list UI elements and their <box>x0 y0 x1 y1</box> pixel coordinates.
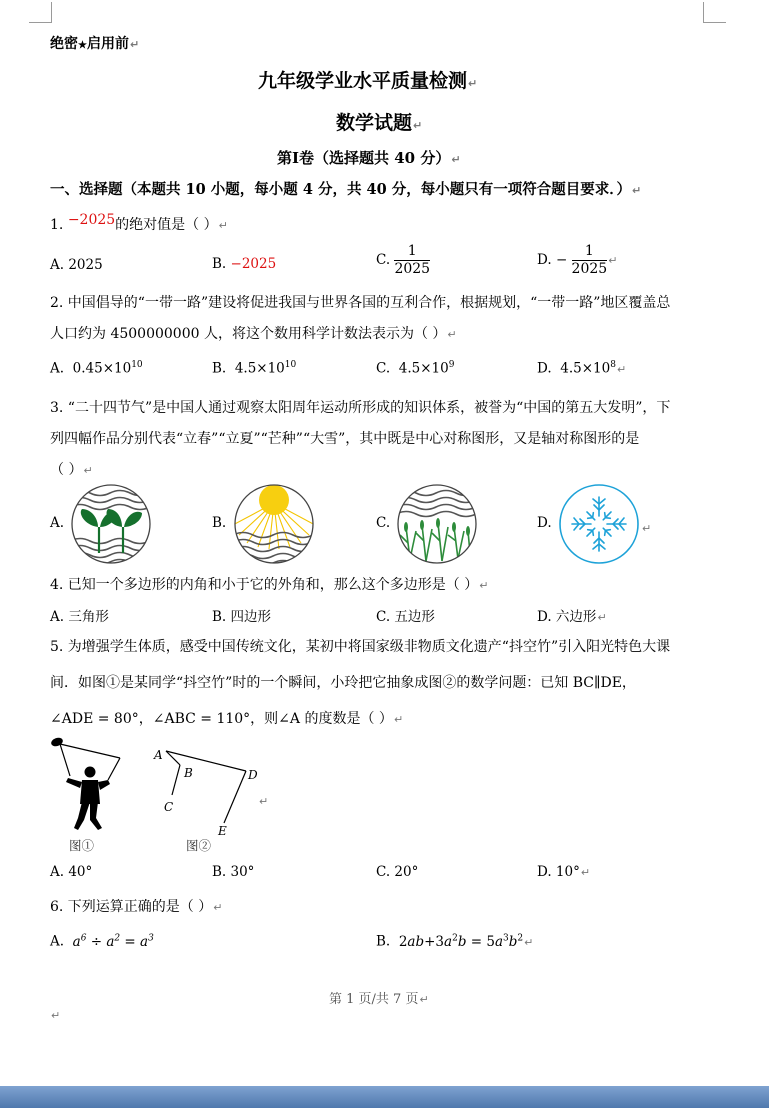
q6-option-a: A. $a^6 \div a^2 = a^3$ <box>50 933 154 950</box>
q4-option-d: D. 六边形↵ <box>537 609 607 625</box>
q1-fraction-d: $\frac{1}{2025}$ <box>571 243 608 277</box>
diabolo-player-figure <box>46 734 128 834</box>
q3-option-b-label: B. <box>212 515 227 531</box>
question-3-line-2: 列四幅作品分别代表“立春”“立夏”“芒种”“大雪”，其中既是中心对称图形，又是轴对称图形的是 <box>50 431 640 447</box>
page-footer: 第 1 页/共 7 页↵ <box>329 992 429 1007</box>
q3-option-a-label: A. <box>50 515 65 531</box>
page-title: 九年级学业水平质量检测↵ <box>258 70 478 92</box>
figure-2-caption: 图② <box>186 838 212 853</box>
volume-heading: 第Ⅰ卷（选择题共 40 分）↵ <box>277 149 461 167</box>
geometry-figure <box>150 743 270 838</box>
star-icon: ★ <box>78 40 87 51</box>
q5-option-a: A. 40° <box>50 864 93 880</box>
fig2-mark: ↵ <box>259 795 269 808</box>
q6-expression-b: $2ab+3a^2b = 5a^3b^2$ <box>398 933 524 950</box>
question-6-stem: 6. 下列运算正确的是（ ）↵ <box>50 899 223 915</box>
question-3-line-1: 3. “二十四节气”是中国人通过观察太阳周年运动所形成的知识体系，被誉为“中国的第五大发明”，下 <box>50 400 671 416</box>
crop-mark-top-right <box>703 2 726 23</box>
window-bottom-bar <box>0 1086 769 1108</box>
grain-in-ear-figure <box>396 483 478 565</box>
q2-option-d: D. $4.5\times 10^8↵$ <box>537 360 627 377</box>
crop-mark-top-left <box>29 2 52 23</box>
q2-option-c: C. $4.5\times 10^9$ <box>376 360 455 377</box>
trailing-paragraph-mark: ↵ <box>51 1009 61 1022</box>
q4-option-a: A. 三角形 <box>50 609 109 625</box>
point-c-label: C <box>164 800 174 814</box>
q2-option-a: A. $0.45\times 10^{10}$ <box>50 360 143 377</box>
q5-option-d: D. 10°↵ <box>537 864 591 880</box>
q5-option-c: C. 20° <box>376 864 419 880</box>
figure-1-caption: 图① <box>69 838 95 853</box>
q1-option-a: A. 2025 <box>50 257 103 273</box>
q3-option-c-label: C. <box>376 515 391 531</box>
snowflake-figure <box>558 483 640 565</box>
question-5-line-1: 5. 为增强学生体质，感受中国传统文化，某初中将国家级非物质文化遗产“抖空竹”引入阳光特色大课 <box>50 639 671 655</box>
page-subtitle: 数学试题↵ <box>336 112 423 134</box>
q5-option-b: B. 30° <box>212 864 255 880</box>
question-1-stem: 1. −2025的绝对值是（ ）↵ <box>50 212 228 233</box>
q1-fraction-c: $\frac{1}{2025}$ <box>394 243 431 277</box>
question-2-line-2: 人口约为 4500000000 人，将这个数用科学计数法表示为（ ）↵ <box>50 326 457 342</box>
summer-sun-figure <box>233 483 315 565</box>
point-d-label: D <box>248 768 258 782</box>
q1-option-b: B. −2025 <box>212 256 277 272</box>
confidential-label: 绝密★启用前↵ <box>50 36 140 52</box>
q1-expression: −2025 <box>67 212 116 228</box>
q4-option-c: C. 五边形 <box>376 609 435 625</box>
q6-expression-a: $a^6 \div a^2 = a^3$ <box>72 933 154 950</box>
q3-option-d-label: D. <box>537 515 552 531</box>
q6-option-b: B. $2ab+3a^2b$ = $5a^3b^2↵$ <box>376 933 534 950</box>
section-heading: 一、选择题（本题共 10 小题，每小题 4 分，共 40 分，每小题只有一项符合题目要求．）↵ <box>50 181 642 198</box>
question-3-line-3: （ ）↵ <box>50 462 93 478</box>
question-2-line-1: 2. 中国倡导的“一带一路”建设将促进我国与世界各国的互利合作，根据规划，“一带一路”地区覆盖总 <box>50 295 671 311</box>
question-5-line-3: ∠ADE = 80°，∠ABC = 110°，则∠A 的度数是（ ）↵ <box>50 711 404 727</box>
point-b-label: B <box>184 766 193 780</box>
q4-option-b: B. 四边形 <box>212 609 272 625</box>
q2-option-b: B. $4.5\times 10^{10}$ <box>212 360 297 377</box>
q1-option-d: D. − $\frac{1}{2025}$ ↵ <box>537 243 618 277</box>
q1-option-c: C. $\frac{1}{2025}$ <box>376 243 431 277</box>
spring-sprout-figure <box>70 483 152 565</box>
question-4-stem: 4. 已知一个多边形的内角和小于它的外角和，那么这个多边形是（ ）↵ <box>50 577 489 593</box>
question-5-line-2: 间．如图①是某同学“抖空竹”时的一个瞬间，小玲把它抽象成图②的数学问题：已知 BC∥DE， <box>50 675 636 691</box>
point-a-label: A <box>154 748 163 762</box>
q3-d-mark: ↵ <box>642 522 652 535</box>
point-e-label: E <box>218 824 227 838</box>
